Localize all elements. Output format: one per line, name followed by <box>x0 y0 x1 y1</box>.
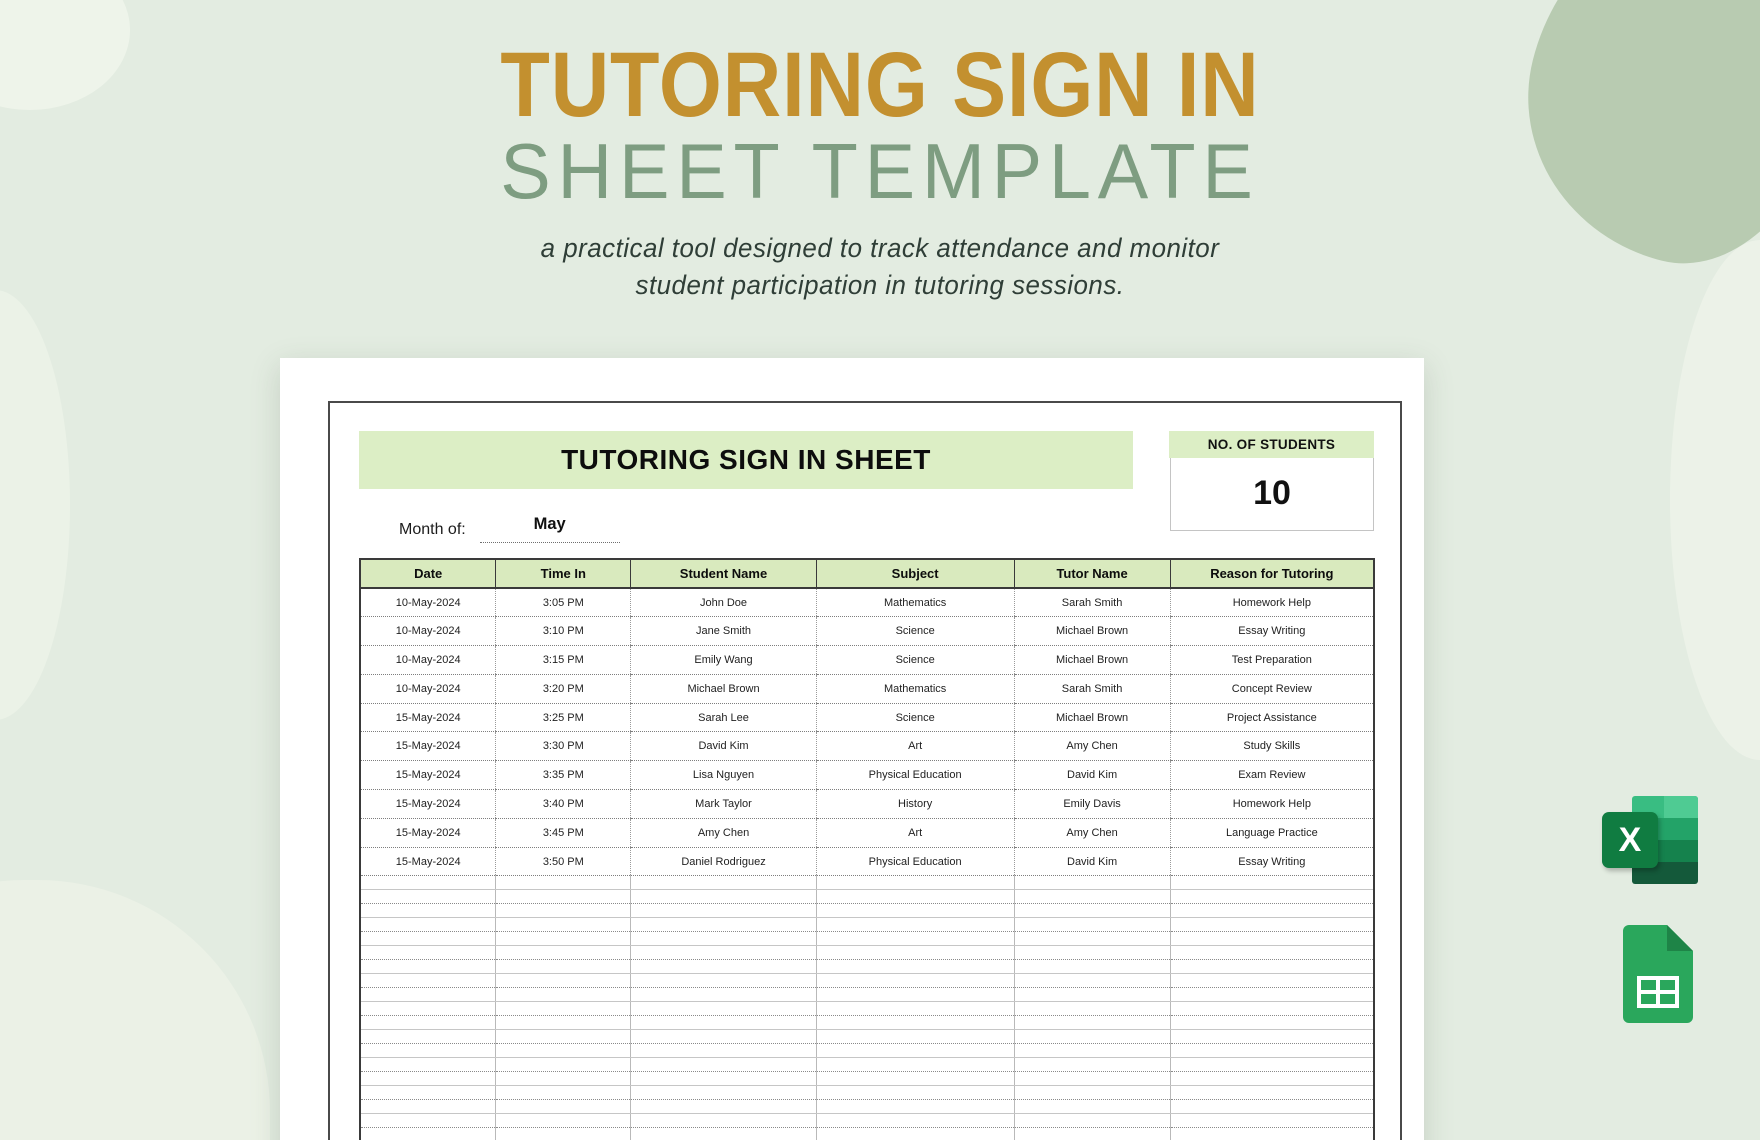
sheet-title-banner: TUTORING SIGN IN SHEET <box>359 431 1133 489</box>
empty-table-cell <box>816 960 1014 974</box>
empty-table-cell <box>1170 946 1374 960</box>
empty-table-cell <box>496 1030 631 1044</box>
table-cell: Amy Chen <box>1014 818 1170 847</box>
table-cell: 3:05 PM <box>496 588 631 617</box>
empty-table-cell <box>631 988 817 1002</box>
empty-table-cell <box>1014 932 1170 946</box>
table-cell: Art <box>816 818 1014 847</box>
empty-table-cell <box>631 1128 817 1140</box>
empty-table-cell <box>496 1072 631 1086</box>
table-cell: Test Preparation <box>1170 646 1374 675</box>
empty-table-cell <box>360 1002 496 1016</box>
empty-table-cell <box>496 1016 631 1030</box>
table-cell: David Kim <box>1014 847 1170 876</box>
table-cell: Mark Taylor <box>631 790 817 819</box>
empty-table-cell <box>360 1072 496 1086</box>
empty-table-cell <box>360 932 496 946</box>
table-cell: Art <box>816 732 1014 761</box>
empty-table-cell <box>631 1058 817 1072</box>
table-cell: Michael Brown <box>1014 617 1170 646</box>
empty-table-cell <box>1170 904 1374 918</box>
sheets-folded-corner <box>1667 925 1693 951</box>
empty-table-cell <box>1170 1086 1374 1100</box>
empty-table-cell <box>360 1086 496 1100</box>
empty-table-cell <box>360 904 496 918</box>
table-cell: Homework Help <box>1170 588 1374 617</box>
table-row <box>360 617 1374 646</box>
empty-table-cell <box>496 974 631 988</box>
empty-table-cell <box>496 1086 631 1100</box>
table-cell: 15-May-2024 <box>360 732 496 761</box>
empty-table-cell <box>631 1002 817 1016</box>
table-cell: 15-May-2024 <box>360 703 496 732</box>
empty-table-cell <box>1170 1100 1374 1114</box>
empty-table-cell <box>1014 974 1170 988</box>
empty-table-cell <box>496 918 631 932</box>
empty-table-cell <box>1014 1114 1170 1128</box>
empty-table-cell <box>1170 1002 1374 1016</box>
empty-table-cell <box>1014 946 1170 960</box>
empty-table-cell <box>496 1002 631 1016</box>
table-cell: 10-May-2024 <box>360 617 496 646</box>
table-cell: 10-May-2024 <box>360 674 496 703</box>
empty-table-cell <box>631 1044 817 1058</box>
empty-table-cell <box>360 1016 496 1030</box>
table-cell: 3:45 PM <box>496 818 631 847</box>
table-row <box>360 588 1374 617</box>
page-title-line1: TUTORING SIGN IN <box>500 34 1260 136</box>
sign-in-table <box>359 558 1375 1140</box>
empty-table-cell <box>631 890 817 904</box>
empty-table-cell <box>816 988 1014 1002</box>
excel-icon[interactable] <box>1602 796 1698 884</box>
empty-table-cell <box>816 876 1014 890</box>
decor-blob-right <box>1670 240 1760 760</box>
empty-table-cell <box>496 1128 631 1140</box>
empty-table-cell <box>496 904 631 918</box>
table-row <box>360 646 1374 675</box>
table-row <box>360 703 1374 732</box>
empty-table-cell <box>816 904 1014 918</box>
column-header-reason: Reason for Tutoring <box>1170 559 1374 588</box>
table-cell: 15-May-2024 <box>360 847 496 876</box>
table-cell: History <box>816 790 1014 819</box>
table-cell: 15-May-2024 <box>360 818 496 847</box>
empty-table-cell <box>1170 876 1374 890</box>
table-cell: Emily Davis <box>1014 790 1170 819</box>
empty-table-cell <box>816 1016 1014 1030</box>
table-cell: Science <box>816 646 1014 675</box>
empty-table-row <box>360 1100 1374 1114</box>
table-row <box>360 674 1374 703</box>
empty-table-cell <box>1170 988 1374 1002</box>
empty-table-cell <box>360 1128 496 1140</box>
empty-table-cell <box>631 904 817 918</box>
month-label: Month of: <box>399 521 466 538</box>
empty-table-cell <box>1014 904 1170 918</box>
google-sheets-icon[interactable] <box>1623 925 1693 1023</box>
month-value-field: May <box>480 515 620 543</box>
empty-table-cell <box>631 974 817 988</box>
table-cell: 3:35 PM <box>496 761 631 790</box>
empty-table-cell <box>631 932 817 946</box>
table-cell: 3:50 PM <box>496 847 631 876</box>
empty-table-cell <box>496 946 631 960</box>
table-row <box>360 761 1374 790</box>
column-header-date: Date <box>360 559 496 588</box>
empty-table-cell <box>631 1100 817 1114</box>
sheet-paper <box>280 358 1424 1140</box>
table-cell: Exam Review <box>1170 761 1374 790</box>
empty-table-cell <box>360 946 496 960</box>
empty-table-cell <box>360 876 496 890</box>
empty-table-row <box>360 1114 1374 1128</box>
excel-x-tile: X <box>1602 812 1658 868</box>
empty-table-cell <box>1014 1086 1170 1100</box>
empty-table-cell <box>816 1030 1014 1044</box>
empty-table-cell <box>1170 960 1374 974</box>
table-row <box>360 818 1374 847</box>
page-description-line2: student participation in tutoring sessions. <box>635 270 1125 301</box>
empty-table-cell <box>1170 1128 1374 1140</box>
empty-table-cell <box>816 1086 1014 1100</box>
table-cell: Study Skills <box>1170 732 1374 761</box>
empty-table-cell <box>816 1128 1014 1140</box>
table-row <box>360 790 1374 819</box>
empty-table-cell <box>360 1030 496 1044</box>
empty-table-row <box>360 904 1374 918</box>
table-cell: Project Assistance <box>1170 703 1374 732</box>
table-cell: Physical Education <box>816 761 1014 790</box>
empty-table-cell <box>360 988 496 1002</box>
table-cell: Essay Writing <box>1170 847 1374 876</box>
empty-table-row <box>360 1072 1374 1086</box>
page-title-line2: SHEET TEMPLATE <box>500 127 1260 216</box>
table-cell: 3:30 PM <box>496 732 631 761</box>
empty-table-cell <box>1170 1044 1374 1058</box>
sign-in-table-body <box>360 588 1374 1140</box>
column-header-tutor-name: Tutor Name <box>1014 559 1170 588</box>
decor-blob-bottom-left <box>0 880 270 1140</box>
column-header-student-name: Student Name <box>631 559 817 588</box>
empty-table-cell <box>496 932 631 946</box>
empty-table-cell <box>1014 1072 1170 1086</box>
table-cell: Michael Brown <box>1014 703 1170 732</box>
empty-table-cell <box>496 1114 631 1128</box>
empty-table-cell <box>1014 890 1170 904</box>
table-cell: Sarah Smith <box>1014 674 1170 703</box>
empty-table-cell <box>1170 1016 1374 1030</box>
empty-table-cell <box>631 946 817 960</box>
empty-table-cell <box>816 946 1014 960</box>
empty-table-cell <box>360 974 496 988</box>
table-cell: 10-May-2024 <box>360 588 496 617</box>
table-row <box>360 847 1374 876</box>
empty-table-row <box>360 890 1374 904</box>
table-cell: David Kim <box>1014 761 1170 790</box>
empty-table-cell <box>360 890 496 904</box>
hero-header <box>0 34 1760 305</box>
empty-table-row <box>360 946 1374 960</box>
empty-table-cell <box>1014 960 1170 974</box>
students-count-box <box>1170 458 1374 531</box>
empty-table-row <box>360 1016 1374 1030</box>
empty-table-cell <box>1170 1072 1374 1086</box>
empty-table-cell <box>496 988 631 1002</box>
empty-table-cell <box>1014 918 1170 932</box>
table-cell: Emily Wang <box>631 646 817 675</box>
empty-table-cell <box>631 1030 817 1044</box>
empty-table-cell <box>360 1114 496 1128</box>
empty-table-cell <box>816 1100 1014 1114</box>
table-cell: Mathematics <box>816 588 1014 617</box>
empty-table-cell <box>816 1002 1014 1016</box>
empty-table-row <box>360 876 1374 890</box>
table-cell: Michael Brown <box>1014 646 1170 675</box>
empty-table-row <box>360 1002 1374 1016</box>
empty-table-cell <box>631 1086 817 1100</box>
table-cell: Sarah Smith <box>1014 588 1170 617</box>
table-cell: Language Practice <box>1170 818 1374 847</box>
empty-table-row <box>360 1058 1374 1072</box>
table-header-row <box>360 559 1374 588</box>
empty-table-cell <box>631 1072 817 1086</box>
table-cell: Science <box>816 703 1014 732</box>
empty-table-row <box>360 974 1374 988</box>
table-cell: 3:40 PM <box>496 790 631 819</box>
empty-table-cell <box>1014 1030 1170 1044</box>
empty-table-cell <box>631 960 817 974</box>
empty-table-row <box>360 1086 1374 1100</box>
table-cell: Concept Review <box>1170 674 1374 703</box>
empty-table-cell <box>1170 1114 1374 1128</box>
empty-table-cell <box>816 890 1014 904</box>
empty-table-cell <box>816 1058 1014 1072</box>
empty-table-row <box>360 1128 1374 1140</box>
empty-table-cell <box>496 960 631 974</box>
table-cell: Science <box>816 617 1014 646</box>
empty-table-row <box>360 1030 1374 1044</box>
empty-table-cell <box>816 918 1014 932</box>
empty-table-cell <box>1170 890 1374 904</box>
table-cell: Amy Chen <box>631 818 817 847</box>
excel-page-highlight <box>1664 796 1698 818</box>
empty-table-cell <box>816 1114 1014 1128</box>
table-cell: Lisa Nguyen <box>631 761 817 790</box>
table-cell: Homework Help <box>1170 790 1374 819</box>
empty-table-cell <box>816 1044 1014 1058</box>
empty-table-cell <box>496 1044 631 1058</box>
empty-table-cell <box>1170 918 1374 932</box>
table-cell: 3:10 PM <box>496 617 631 646</box>
table-cell: 10-May-2024 <box>360 646 496 675</box>
table-cell: 15-May-2024 <box>360 761 496 790</box>
empty-table-cell <box>360 960 496 974</box>
table-cell: 3:15 PM <box>496 646 631 675</box>
table-cell: 15-May-2024 <box>360 790 496 819</box>
empty-table-cell <box>1170 1058 1374 1072</box>
empty-table-cell <box>1014 1002 1170 1016</box>
empty-table-cell <box>816 1072 1014 1086</box>
table-cell: 3:20 PM <box>496 674 631 703</box>
empty-table-cell <box>1170 1030 1374 1044</box>
students-count-label: NO. OF STUDENTS <box>1169 431 1374 458</box>
table-cell: Mathematics <box>816 674 1014 703</box>
table-cell: Amy Chen <box>1014 732 1170 761</box>
sheets-grid-glyph <box>1637 976 1679 1008</box>
empty-table-cell <box>1014 1044 1170 1058</box>
empty-table-cell <box>1014 1100 1170 1114</box>
table-cell: Jane Smith <box>631 617 817 646</box>
empty-table-cell <box>1170 974 1374 988</box>
month-row <box>399 515 620 543</box>
empty-table-cell <box>631 1114 817 1128</box>
column-header-subject: Subject <box>816 559 1014 588</box>
empty-table-cell <box>1014 1058 1170 1072</box>
column-header-time-in: Time In <box>496 559 631 588</box>
table-cell: 3:25 PM <box>496 703 631 732</box>
empty-table-cell <box>631 918 817 932</box>
empty-table-cell <box>1014 876 1170 890</box>
table-cell: Sarah Lee <box>631 703 817 732</box>
empty-table-row <box>360 918 1374 932</box>
decor-blob-left <box>0 290 70 720</box>
empty-table-cell <box>1014 988 1170 1002</box>
empty-table-cell <box>360 918 496 932</box>
table-cell: Daniel Rodriguez <box>631 847 817 876</box>
table-cell: David Kim <box>631 732 817 761</box>
empty-table-cell <box>631 1016 817 1030</box>
empty-table-cell <box>816 932 1014 946</box>
empty-table-cell <box>496 890 631 904</box>
empty-table-cell <box>1014 1016 1170 1030</box>
table-cell: Michael Brown <box>631 674 817 703</box>
students-count-value: 10 <box>1253 474 1291 512</box>
empty-table-cell <box>1014 1128 1170 1140</box>
table-cell: Essay Writing <box>1170 617 1374 646</box>
sheet-document <box>328 401 1402 1140</box>
empty-table-row <box>360 960 1374 974</box>
empty-table-cell <box>496 876 631 890</box>
empty-table-cell <box>631 876 817 890</box>
empty-table-cell <box>360 1058 496 1072</box>
empty-table-cell <box>816 974 1014 988</box>
empty-table-row <box>360 932 1374 946</box>
empty-table-cell <box>496 1100 631 1114</box>
table-cell: Physical Education <box>816 847 1014 876</box>
empty-table-row <box>360 988 1374 1002</box>
empty-table-cell <box>496 1058 631 1072</box>
table-row <box>360 732 1374 761</box>
empty-table-cell <box>1170 932 1374 946</box>
table-cell: John Doe <box>631 588 817 617</box>
empty-table-cell <box>360 1100 496 1114</box>
page-description-line1: a practical tool designed to track attendance and monitor <box>540 233 1220 264</box>
empty-table-cell <box>360 1044 496 1058</box>
empty-table-row <box>360 1044 1374 1058</box>
